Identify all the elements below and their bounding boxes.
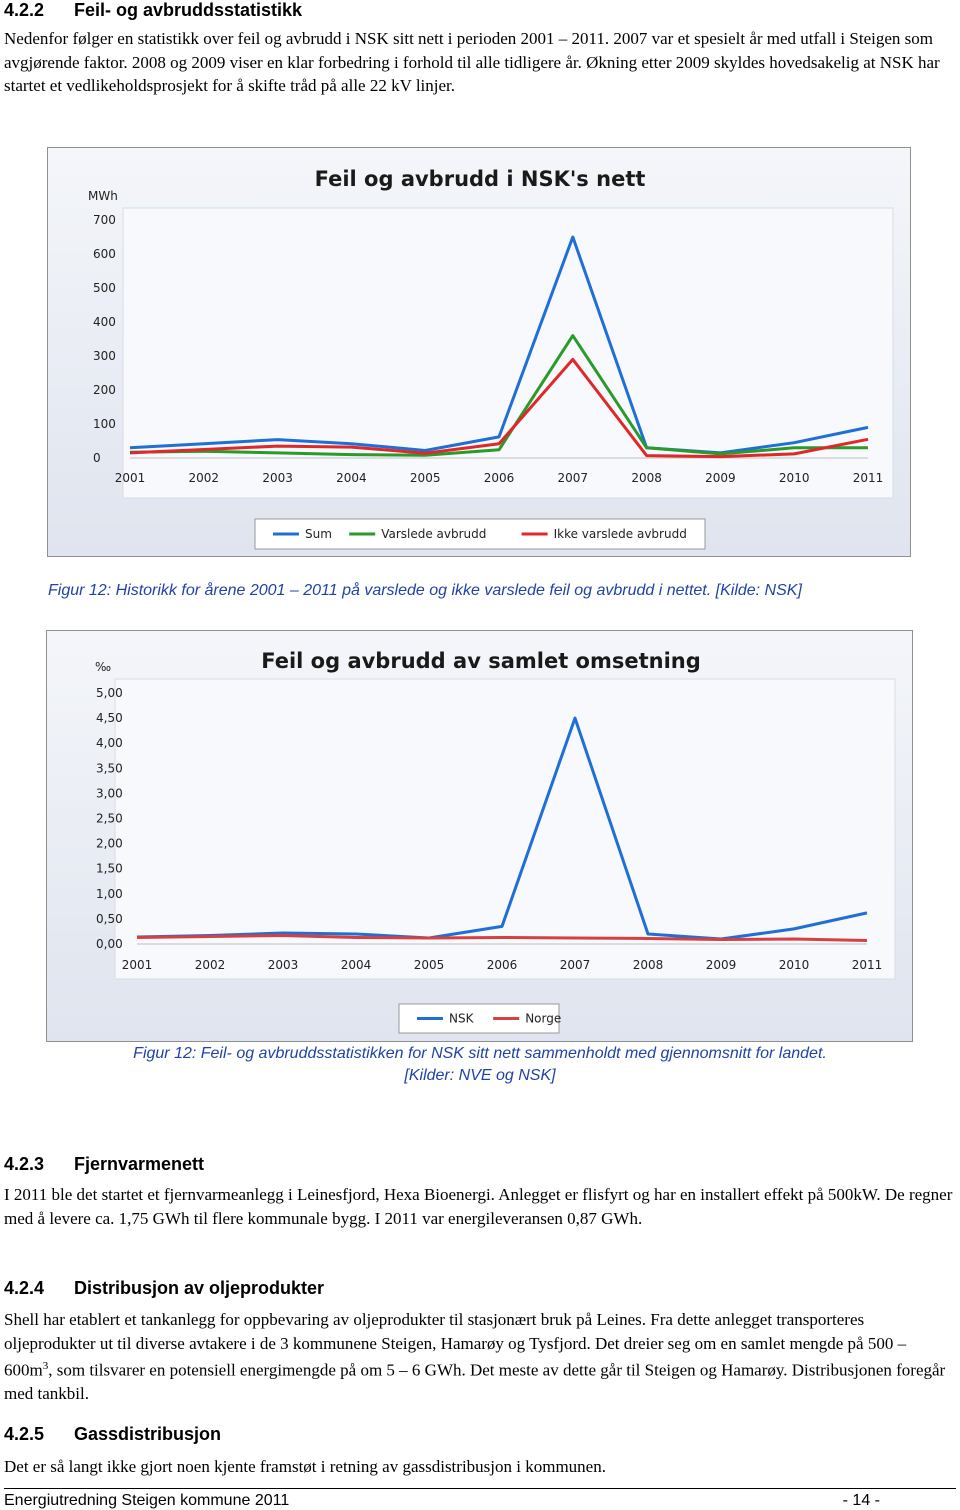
footer-divider [4,1488,956,1489]
y-tick-label: 400 [93,315,116,329]
section-body-4-2-5: Det er så langt ikke gjort noen kjente framstøt i retning av gassdistribusjon i kommunen. [4,1457,606,1476]
x-tick-label: 2007 [557,471,589,485]
legend-label: Norge [525,1011,562,1026]
y-tick-label: 100 [93,417,116,431]
chart-title: Feil og avbrudd av samlet omsetning [261,649,701,673]
section-body-4-2-4 [4,1308,956,1406]
section-heading-4-2-5 [4,1424,221,1445]
body-text-a: Shell har etablert et tankanlegg for oppbevaring av oljeprodukter til stasjonært bruk på Leines. Fra dette anlegget transporteres oljeprodukter ut til diverse avtakere i de 3 kommunene Steigen, Hamarøy og Tysfjord. Det dreier seg om en samlet mengde på 500 – 600m [4,1310,907,1380]
y-tick-label: 600 [93,247,116,261]
y-tick-label: 200 [93,383,116,397]
y-tick-label: 3,00 [96,786,123,801]
chart-mwh [47,147,911,557]
x-tick-label: 2002 [194,958,226,972]
section-number: 4.2.2 [4,0,45,20]
x-tick-label: 2004 [336,471,367,485]
section-heading-4-2-4 [4,1278,324,1299]
x-tick-label: 2008 [632,958,664,972]
chart-permille-svg [47,631,912,1041]
section-title: Gassdistribusjon [74,1424,222,1444]
chart-permille [46,630,913,1042]
y-tick-label: 700 [93,213,116,227]
x-tick-label: 2001 [121,958,153,972]
footer-left: Energiutredning Steigen kommune 2011 [4,1492,290,1509]
x-tick-label: 2003 [262,471,293,485]
section-title: Feil- og avbruddsstatistikk [74,0,303,20]
x-tick-label: 2011 [851,958,883,972]
legend-label: Ikke varslede avbrudd [553,527,687,541]
section-heading-4-2-3 [4,1154,204,1175]
footer-page-number: - 14 - [842,1492,880,1509]
y-tick-label: 1,00 [96,886,123,901]
y-tick-label: 4,50 [96,711,123,726]
y-axis-label: MWh [88,189,118,203]
section-body-4-2-2: Nedenfor følger en statistikk over feil og avbrudd i NSK sitt nett i perioden 2001 – 2011. 2007 var et spesielt år med utfall i Steigen som avgjørende faktor. 2008 og 2009 viser en klar forbedring i forhold til alle tidligere år. Økning etter 2009 skyldes hovedsakelig at NSK har startet et vedlikeholdsprosjekt for å skifte tråd på alle 22 kV linjer. [4,29,940,95]
x-tick-label: 2005 [413,958,445,972]
section-number: 4.2.4 [4,1278,45,1298]
x-tick-label: 2011 [852,471,884,485]
x-tick-label: 2004 [340,958,372,972]
section-title: Distribusjon av oljeprodukter [74,1278,325,1298]
section-title: Fjernvarmenett [74,1154,205,1174]
x-tick-label: 2006 [483,471,515,485]
y-tick-label: 500 [93,281,116,295]
figure-caption-1: Figur 12: Historikk for årene 2001 – 2011 på varslede og ikke varslede feil og avbrudd i nettet. [Kilde: NSK] [48,582,802,599]
x-tick-label: 2010 [778,958,810,972]
y-tick-label: 5,00 [96,686,123,700]
legend-label: Sum [305,527,332,541]
y-tick-label: 0,50 [96,911,123,926]
y-tick-label: 3,50 [96,761,123,776]
legend-label: Varslede avbrudd [381,527,487,541]
section-body-4-2-3: I 2011 ble det startet et fjernvarmeanlegg i Leinesfjord, Hexa Bioenergi. Anlegget er flisfyrt og har en installert effekt på 500kW. De regner med å levere ca. 1,75 GWh til flere kommunale bygg. I 2011 var energileveransen 0,87 GWh. [4,1185,953,1228]
superscript: 3 [42,1360,49,1372]
figure-caption-2-line2: [Kilder: NVE og NSK] [404,1067,556,1084]
x-tick-label: 2005 [409,471,441,485]
y-tick-label: 1,50 [96,861,123,876]
section-heading-4-2-2 [4,0,302,21]
legend-label: NSK [449,1011,474,1026]
y-tick-label: 0,00 [96,937,123,951]
x-tick-label: 2009 [705,958,737,972]
y-axis-label: ‰ [95,660,112,674]
figure-caption-2-line1: Figur 12: Feil- og avbruddsstatistikken for NSK sitt nett sammenholdt med gjennomsnitt for landet. [133,1045,827,1062]
chart-mwh-svg [48,148,910,556]
y-tick-label: 2,50 [96,811,123,826]
x-tick-label: 2003 [267,958,299,972]
x-tick-label: 2008 [631,471,662,485]
x-tick-label: 2007 [559,958,591,972]
x-tick-label: 2010 [778,471,810,485]
y-tick-label: 4,00 [96,736,123,751]
y-tick-label: 0 [93,451,101,465]
y-tick-label: 2,00 [96,836,123,851]
x-tick-label: 2009 [705,471,736,485]
section-number: 4.2.5 [4,1424,45,1444]
body-text-b: , som tilsvarer en potensiell energimengde på om 5 – 6 GWh. Det meste av dette går til Steigen og Hamarøy. Distribusjonen foregår med tankbil. [4,1360,946,1404]
x-tick-label: 2001 [114,471,146,485]
y-tick-label: 300 [93,349,116,363]
x-tick-label: 2006 [486,958,518,972]
section-number: 4.2.3 [4,1154,45,1174]
x-tick-label: 2002 [188,471,220,485]
chart-title: Feil og avbrudd i NSK's nett [314,167,646,191]
